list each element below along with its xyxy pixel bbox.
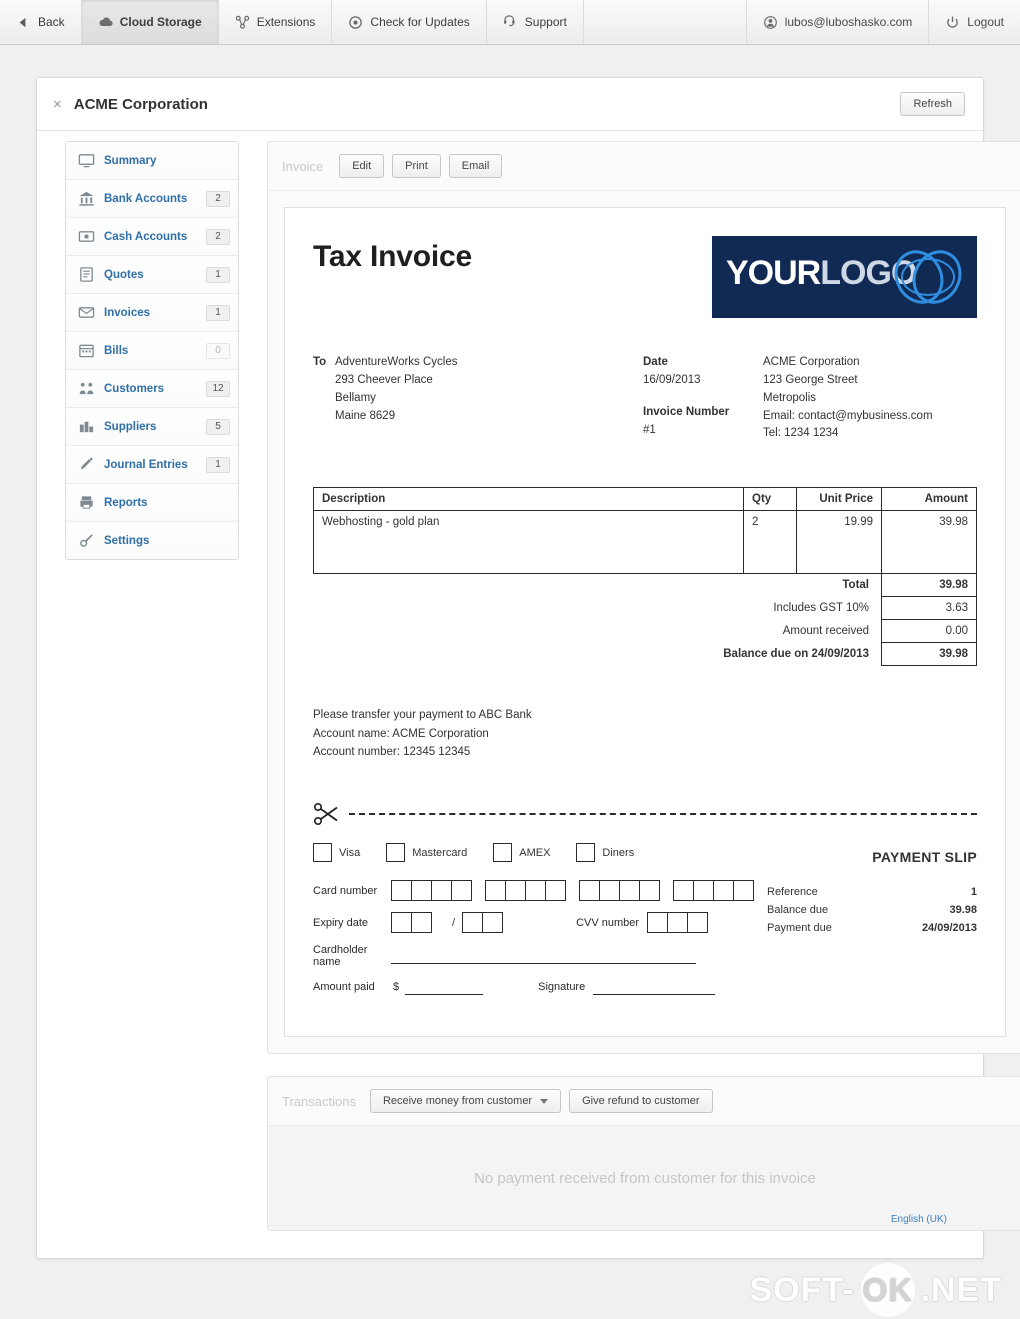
sidebar-item-reports[interactable] — [66, 484, 238, 522]
sidebar-item-suppliers[interactable] — [66, 408, 238, 446]
invoice-items-table — [313, 487, 977, 574]
invoice-toolbar — [268, 142, 1020, 191]
topbar-item-back[interactable] — [0, 0, 82, 44]
card-type-diners[interactable] — [576, 843, 634, 862]
content-area — [267, 141, 1020, 1253]
topbar-item-support[interactable] — [487, 0, 584, 44]
payment-instructions — [313, 706, 977, 761]
sidebar — [65, 141, 239, 560]
slip-label-balance-due: Balance due — [767, 904, 829, 917]
payment-slip-form — [313, 843, 767, 1006]
cardholder-row — [313, 944, 767, 968]
amount-paid-row — [313, 979, 767, 995]
suppliers-icon — [78, 418, 95, 435]
sidebar-item-journal-entries[interactable] — [66, 446, 238, 484]
checkbox-diners[interactable] — [576, 843, 595, 862]
invoice-preview-area — [268, 191, 1020, 1053]
cell-amount: 39.98 — [882, 511, 977, 574]
totals-row-balance-due — [715, 643, 976, 666]
card-number-label: Card number — [313, 884, 378, 897]
invoice-bill-to — [313, 354, 643, 443]
topbar-label-support: Support — [524, 15, 567, 29]
topbar-right-group — [746, 0, 1020, 44]
cash-icon — [78, 228, 95, 245]
amount-paid-input-line[interactable] — [405, 979, 483, 995]
totals-value-total: 39.98 — [882, 574, 977, 597]
totals-label-total: Total — [842, 579, 869, 592]
bill-to-line-2: 293 Cheever Place — [335, 373, 433, 386]
language-link[interactable]: English (UK) — [890, 1214, 947, 1225]
card-type-label-amex: AMEX — [519, 846, 551, 859]
sidebar-badge-journal-entries: 1 — [206, 457, 230, 473]
refresh-button[interactable]: Refresh — [900, 92, 965, 116]
sidebar-label-customers: Customers — [104, 382, 165, 395]
cell-unit-price: 19.99 — [797, 511, 882, 574]
card-type-row — [313, 843, 767, 862]
slip-row-payment-due — [767, 919, 977, 937]
bank-icon — [78, 190, 95, 207]
transactions-card — [267, 1076, 1020, 1231]
bill-to-address — [335, 354, 458, 443]
main-page-panel — [36, 77, 984, 1259]
sidebar-item-quotes[interactable] — [66, 256, 238, 294]
invoice-toolbar-title: Invoice — [282, 158, 324, 174]
invoice-number-label: Invoice Number — [643, 405, 730, 418]
scissors-icon — [313, 801, 339, 827]
signature-label: Signature — [538, 981, 586, 994]
invoice-heading: Tax Invoice — [313, 240, 472, 274]
monitor-icon — [78, 152, 95, 169]
watermark-left: SOFT- — [749, 1270, 855, 1309]
slip-value-balance-due: 39.98 — [949, 904, 977, 917]
sidebar-item-customers[interactable] — [66, 370, 238, 408]
cut-line-row — [313, 801, 977, 827]
sidebar-badge-quotes: 1 — [206, 267, 230, 283]
sidebar-badge-cash-accounts: 2 — [206, 229, 230, 245]
invoice-icon — [78, 304, 95, 321]
company-tel: Tel: 1234 1234 — [763, 427, 839, 440]
invoice-card — [267, 141, 1020, 1054]
watermark — [749, 1263, 1002, 1317]
cvv-group[interactable] — [647, 912, 708, 933]
card-number-row — [313, 880, 767, 901]
totals-row-gst — [715, 597, 976, 620]
payment-instructions-line-1: Please transfer your payment to ABC Bank — [313, 709, 532, 722]
topbar-item-check-for-updates[interactable] — [332, 0, 486, 44]
sidebar-item-summary[interactable] — [66, 142, 238, 180]
payment-slip — [313, 843, 977, 1006]
invoice-company-block — [763, 354, 977, 443]
totals-value-gst: 3.63 — [882, 597, 977, 620]
logo-rings-icon — [885, 241, 971, 313]
cloud-icon — [98, 15, 113, 30]
topbar-label-account: lubos@luboshasko.com — [784, 15, 913, 29]
invoice-meta — [313, 354, 977, 443]
sidebar-label-invoices: Invoices — [104, 306, 151, 319]
settings-icon — [78, 532, 95, 549]
column-header-unit-price: Unit Price — [797, 488, 882, 511]
sidebar-item-bills[interactable] — [66, 332, 238, 370]
page-header — [37, 78, 983, 131]
sidebar-item-settings[interactable] — [66, 522, 238, 559]
cell-description: Webhosting - gold plan — [314, 511, 744, 574]
expiry-row — [313, 912, 767, 933]
card-number-group-3[interactable] — [579, 880, 660, 901]
amount-paid-label: Amount paid — [313, 981, 375, 994]
journal-icon — [78, 456, 95, 473]
transactions-toolbar — [268, 1077, 1020, 1126]
topbar-item-extensions[interactable] — [219, 0, 333, 44]
company-email: Email: contact@mybusiness.com — [763, 409, 933, 422]
receive-money-label: Receive money from customer — [382, 1095, 533, 1108]
topbar-item-account[interactable] — [746, 0, 929, 44]
invoice-date-block — [643, 354, 763, 443]
transactions-title: Transactions — [282, 1093, 356, 1109]
topbar-label-check-for-updates: Check for Updates — [370, 15, 470, 29]
customers-icon — [78, 380, 95, 397]
topbar-label-logout: Logout — [967, 15, 1004, 29]
totals-value-received: 0.00 — [882, 620, 977, 643]
totals-row-total — [715, 574, 976, 597]
topbar-item-logout[interactable] — [928, 0, 1020, 44]
page-title: ACME Corporation — [73, 95, 208, 113]
card-number-group-1[interactable] — [391, 880, 472, 901]
cut-dashed-line — [349, 813, 977, 815]
expiry-year-group[interactable] — [462, 912, 503, 933]
bill-to-line-1: AdventureWorks Cycles — [335, 356, 458, 369]
edit-button[interactable]: Edit — [339, 154, 384, 178]
page-body — [37, 131, 983, 1253]
card-type-label-diners: Diners — [602, 846, 635, 859]
logo-text-primary: YOUR — [726, 254, 821, 293]
slip-row-reference — [767, 883, 977, 901]
date-label: Date — [643, 356, 668, 369]
sidebar-item-invoices[interactable] — [66, 294, 238, 332]
chevron-down-icon — [540, 1099, 548, 1104]
sidebar-item-bank-accounts[interactable] — [66, 180, 238, 218]
sidebar-label-settings: Settings — [104, 534, 150, 547]
checkbox-mastercard[interactable] — [386, 843, 405, 862]
sidebar-badge-invoices: 1 — [206, 305, 230, 321]
date-value: 16/09/2013 — [643, 373, 701, 386]
table-header-row — [314, 488, 977, 511]
sidebar-label-journal-entries: Journal Entries — [104, 458, 188, 471]
currency-symbol: $ — [393, 981, 400, 994]
cell-qty: 2 — [744, 511, 797, 574]
extensions-icon — [235, 15, 250, 30]
card-number-group-4[interactable] — [673, 880, 754, 901]
topbar-label-cloud-storage: Cloud Storage — [119, 15, 202, 29]
sidebar-label-summary: Summary — [104, 154, 157, 167]
checkbox-visa[interactable] — [313, 843, 332, 862]
company-city: Metropolis — [763, 391, 817, 404]
table-row — [314, 511, 977, 574]
totals-value-balance-due: 39.98 — [882, 643, 977, 666]
checkbox-amex[interactable] — [493, 843, 512, 862]
email-button[interactable]: Email — [449, 154, 503, 178]
slip-label-reference: Reference — [767, 886, 818, 899]
company-logo — [712, 236, 977, 318]
sidebar-label-cash-accounts: Cash Accounts — [104, 230, 188, 243]
sidebar-item-cash-accounts[interactable] — [66, 218, 238, 256]
sidebar-label-bank-accounts: Bank Accounts — [104, 192, 188, 205]
totals-label-balance-due: Balance due on 24/09/2013 — [723, 648, 869, 661]
cardholder-input-line[interactable] — [391, 948, 696, 964]
transactions-empty-message: No payment received from customer for this invoice — [474, 1169, 816, 1187]
top-navigation-bar — [0, 0, 1020, 45]
sidebar-label-quotes: Quotes — [104, 268, 144, 281]
signature-input-line[interactable] — [593, 979, 715, 995]
sidebar-badge-bills: 0 — [206, 343, 230, 359]
sidebar-badge-bank-accounts: 2 — [206, 191, 230, 207]
card-type-label-mastercard: Mastercard — [412, 846, 468, 859]
power-icon — [945, 15, 960, 30]
reports-icon — [78, 494, 95, 511]
invoice-totals-table — [715, 574, 977, 666]
topbar-label-back: Back — [38, 15, 65, 29]
watermark-mid: OK — [861, 1263, 915, 1317]
receive-money-button[interactable] — [370, 1089, 561, 1113]
card-type-mastercard[interactable] — [386, 843, 467, 862]
column-header-amount: Amount — [882, 488, 977, 511]
payment-instructions-line-2: Account name: ACME Corporation — [313, 727, 489, 740]
bill-to-line-3: Bellamy — [335, 391, 376, 404]
card-type-visa[interactable] — [313, 843, 360, 862]
payment-slip-title: PAYMENT SLIP — [872, 849, 977, 866]
bills-icon — [78, 342, 95, 359]
invoice-sheet — [284, 207, 1006, 1037]
column-header-description: Description — [314, 488, 744, 511]
card-number-group-2[interactable] — [485, 880, 566, 901]
invoice-number-value: #1 — [643, 423, 656, 436]
bill-to-line-4: Maine 8629 — [335, 409, 396, 422]
refresh-circle-icon — [348, 15, 363, 30]
card-type-label-visa: Visa — [339, 846, 361, 859]
cardholder-label: Cardholder name — [313, 944, 368, 969]
logo-text-secondary: LOGO — [820, 254, 917, 293]
totals-row-received — [715, 620, 976, 643]
sidebar-badge-customers: 12 — [206, 381, 230, 397]
invoice-header — [313, 236, 977, 318]
company-name: ACME Corporation — [763, 356, 860, 369]
bill-to-label: To — [313, 356, 327, 369]
sidebar-label-suppliers: Suppliers — [104, 420, 157, 433]
column-header-qty: Qty — [744, 488, 797, 511]
watermark-right: .NET — [920, 1270, 1002, 1309]
slip-value-payment-due: 24/09/2013 — [921, 922, 977, 935]
card-type-amex[interactable] — [493, 843, 550, 862]
expiry-separator: / — [452, 916, 456, 929]
close-icon[interactable]: × — [53, 95, 62, 113]
topbar-label-extensions: Extensions — [256, 15, 316, 29]
quotes-icon — [78, 266, 95, 283]
expiry-label: Expiry date — [313, 916, 369, 929]
payment-slip-summary — [767, 843, 977, 1006]
payment-instructions-line-3: Account number: 12345 12345 — [313, 745, 471, 758]
totals-label-gst: Includes GST 10% — [773, 602, 869, 615]
expiry-month-group[interactable] — [391, 912, 432, 933]
cvv-label: CVV number — [576, 916, 640, 929]
sidebar-badge-suppliers: 5 — [206, 419, 230, 435]
print-button[interactable]: Print — [392, 154, 441, 178]
topbar-item-cloud-storage[interactable] — [82, 0, 219, 44]
company-street: 123 George Street — [763, 373, 858, 386]
sidebar-label-reports: Reports — [104, 496, 148, 509]
topbar-spacer — [584, 0, 746, 44]
slip-value-reference: 1 — [970, 886, 977, 899]
back-arrow-icon — [16, 15, 31, 30]
support-icon — [503, 15, 518, 30]
slip-row-balance-due — [767, 901, 977, 919]
slip-label-payment-due: Payment due — [767, 922, 832, 935]
totals-label-received: Amount received — [782, 625, 869, 638]
give-refund-button[interactable]: Give refund to customer — [569, 1089, 712, 1113]
user-icon — [763, 15, 778, 30]
sidebar-label-bills: Bills — [104, 344, 129, 357]
